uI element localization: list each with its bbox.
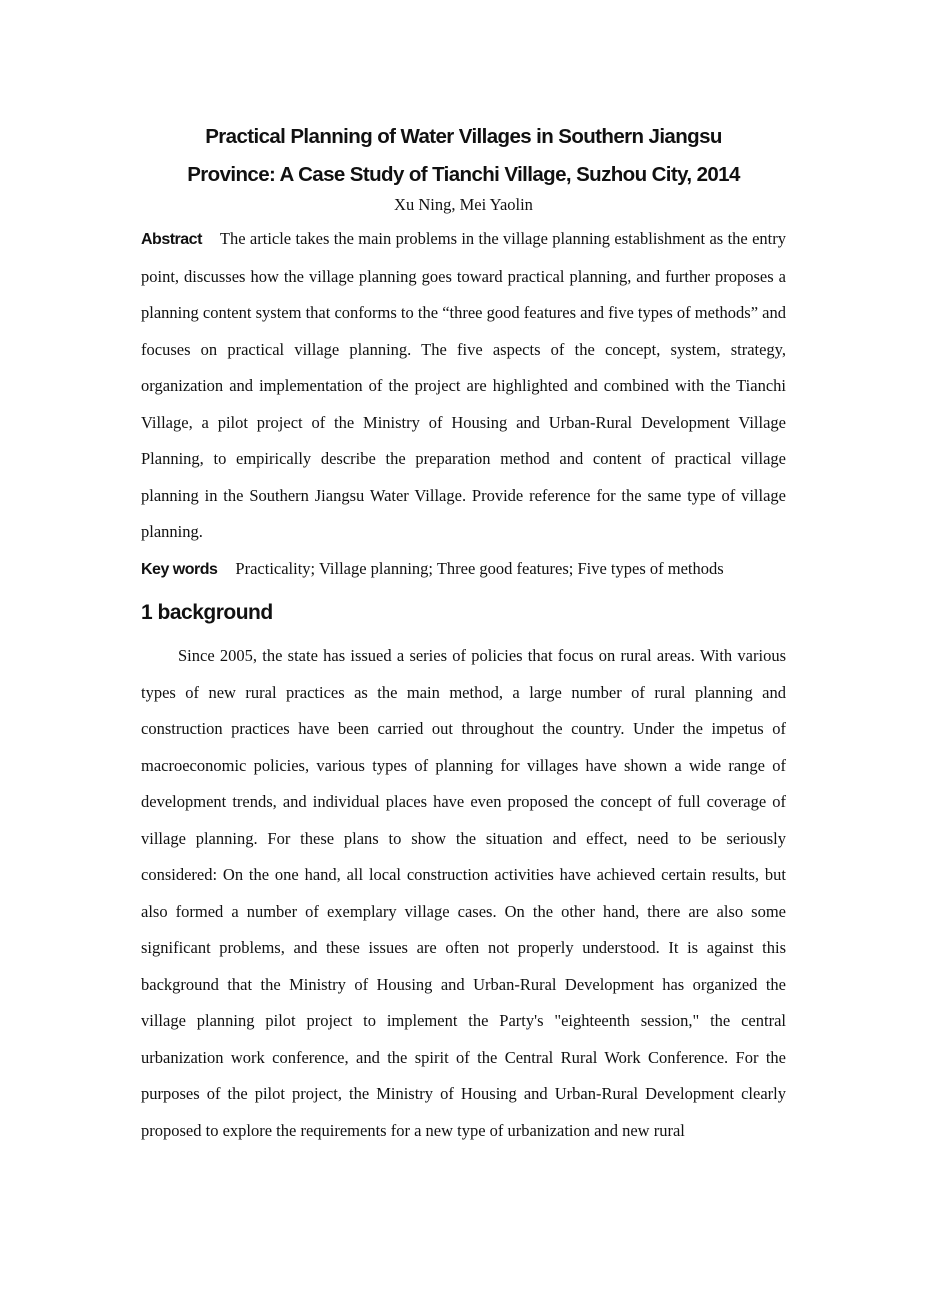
keywords-text: Practicality; Village planning; Three good features; Five types of methods (235, 558, 724, 578)
keywords-label: Key words (141, 560, 218, 578)
abstract-text: The article takes the main problems in the village planning establishment as the entry point, discusses how the village planning goes toward practical planning, and further proposes a planning content system that conforms to the “three good features and five types of methods” and focuses on practical village planning. The five aspects of the concept, system, strategy, organization and implementation of the project are highlighted and combined with the Tianchi Village, a pilot project of the Ministry of Housing and Urban-Rural Development Village Planning, to empirically describe the preparation method and content of practical village planning in the Southern Jiangsu Water Village. Provide reference for the same type of village planning. (141, 229, 786, 541)
paper-title-line-2: Province: A Case Study of Tianchi Village, Suzhou City, 2014 (187, 163, 740, 186)
paper-authors: Xu Ning, Mei Yaolin (394, 195, 533, 214)
section-background-paragraph: Since 2005, the state has issued a series of policies that focus on rural areas. With various types of new rural practices as the main method, a large number of rural planning and construction practices have been carried out throughout the country. Under the impetus of macroeconomic policies, various types of planning for villages have shown a wide range of development trends, and individual places have even proposed the concept of full coverage of village planning. For these plans to show the situation and effect, need to be seriously considered: On the one hand, all local construction activities have achieved certain results, but also formed a number of exemplary village cases. On the other hand, there are also some significant problems, and these issues are often not properly understood. It is against this background that the Ministry of Housing and Urban-Rural Development has organized the village planning pilot project to implement the Party's "eighteenth session," the central urbanization work conference, and the spirit of the Central Rural Work Conference. For the purposes of the pilot project, the Ministry of Housing and Urban-Rural Development clearly proposed to explore the requirements for a new type of urbanization and new rural (141, 646, 786, 1140)
paper-title (141, 118, 786, 194)
abstract (141, 221, 786, 551)
section-heading-background: 1 background (141, 601, 273, 624)
abstract-label: Abstract (141, 231, 202, 248)
paper-page (141, 118, 786, 1149)
keywords (141, 551, 786, 589)
paper-title-line-1: Practical Planning of Water Villages in Southern Jiangsu (205, 125, 722, 148)
